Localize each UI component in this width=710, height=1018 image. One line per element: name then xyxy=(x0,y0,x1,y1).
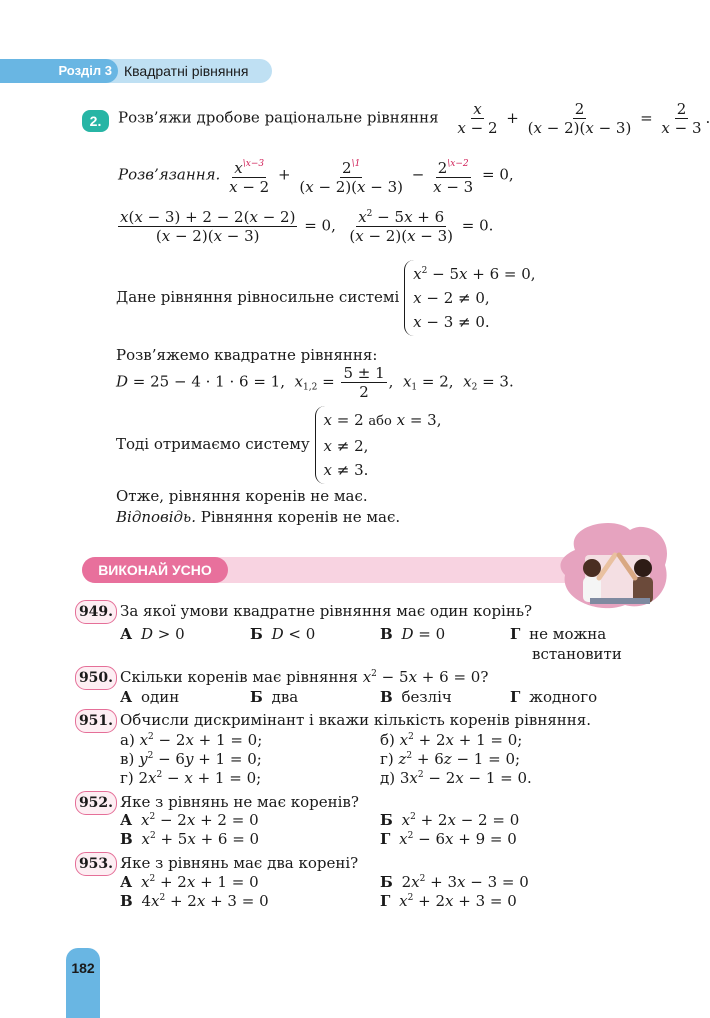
girls-illustration xyxy=(555,520,675,610)
exercise-949-option-b[interactable]: Б D < 0 xyxy=(250,625,316,643)
system-brace: $x^2 - 5x + 6 = 0$, x − 2 ≠ 0, x − 3 ≠ 0. xyxy=(404,260,535,336)
exercise-951-text: Обчисли дискримінант і вкажи кількість коренів рівняння. xyxy=(120,711,592,729)
exercise-949-number: 949. xyxy=(75,600,117,624)
exercise-952-option-c[interactable]: В $x^2 + 5x + 6 = 0$ xyxy=(120,830,260,848)
exercise-950-text: Скільки коренів має рівняння $x^2 - 5x + 6 = 0$? xyxy=(120,668,489,686)
answer-label: Відповідь. xyxy=(116,508,196,526)
exercise-949-text: За якої умови квадратне рівняння має один корінь? xyxy=(120,602,533,620)
exercise-951-a: а) $x^2 - 2x + 1 = 0$; xyxy=(120,731,263,749)
exercise-953-option-d[interactable]: Г $x^2 + 2x + 3 = 0$ xyxy=(380,892,517,910)
solve-intro: Розв’яжемо квадратне рівняння: xyxy=(116,346,378,364)
exercise-951-e: г) $2x^2 - x + 1 = 0$; xyxy=(120,769,262,787)
exercise-949-option-c[interactable]: В D = 0 xyxy=(380,625,446,643)
then-system-brace: x = 2 або x = 3, x ≠ 2, x ≠ 3. xyxy=(315,406,442,484)
exercise-953-option-c[interactable]: В $4x^2 + 2x + 3 = 0$ xyxy=(120,892,269,910)
exercise-953-option-a[interactable]: А $x^2 + 2x + 1 = 0$ xyxy=(120,873,259,891)
exercise-952-option-b[interactable]: Б $x^2 + 2x - 2 = 0$ xyxy=(380,811,520,829)
solution-label: Розв’язання. xyxy=(118,165,221,184)
answer-text: Рівняння коренів не має. xyxy=(200,508,401,526)
chapter-title: Квадратні рівняння xyxy=(124,63,249,79)
then-system-line xyxy=(116,406,441,484)
exercise-951-c: в) $y^2 - 6y + 1 = 0$; xyxy=(120,750,262,768)
exercise-952-option-a[interactable]: А $x^2 - 2x + 2 = 0$ xyxy=(120,811,259,829)
system-intro: Дане рівняння рівносильне системі xyxy=(116,288,400,306)
example-badge: 2. xyxy=(82,110,109,132)
exercise-952-option-d[interactable]: Г $x^2 - 6x + 9 = 0$ xyxy=(380,830,517,848)
exercise-949-option-d[interactable]: Г не можна xyxy=(510,625,607,643)
exercise-951-d: г) $z^2 + 6z - 1 = 0$; xyxy=(380,750,521,768)
exercise-951-f: д) $3x^2 - 2x - 1 = 0$. xyxy=(380,769,532,787)
solution-line-2: $\frac{x(x - 3) + 2 - 2(x - 2)}{(x - 2)(x - 3)}$ = 0, $\frac{x^2 - 5x + 6}{(x - 2)(x - 3)}$ = 0. xyxy=(120,208,494,245)
exercise-952-text: Яке з рівнянь не має коренів? xyxy=(120,793,359,811)
page-number: 182 xyxy=(71,960,95,976)
exercise-950-option-b[interactable]: Б два xyxy=(250,688,299,706)
exercise-953-text: Яке з рівнянь має два корені? xyxy=(120,854,359,872)
exercise-949-option-a[interactable]: А D > 0 xyxy=(120,625,185,643)
exercise-950-option-d[interactable]: Г жодного xyxy=(510,688,598,706)
task-equation: $\frac{x}{x - 2}$ + $\frac{2}{(x - 2)(x - 3)}$ = $\frac{2}{x - 3}$ . xyxy=(457,100,710,137)
exercise-953-option-b[interactable]: Б $2x^2 + 3x - 3 = 0$ xyxy=(380,873,529,891)
oral-title: ВИКОНАЙ УСНО xyxy=(82,557,228,583)
exercise-950-option-a[interactable]: А один xyxy=(120,688,180,706)
exercise-949-option-d-line2: встановити xyxy=(532,645,622,663)
exercise-950-number: 950. xyxy=(75,666,117,690)
page-number-tab xyxy=(66,948,100,1018)
exercise-953-number: 953. xyxy=(75,852,117,876)
chapter-label: Розділ 3 xyxy=(0,59,118,83)
exercise-951-number: 951. xyxy=(75,709,117,733)
solution-line-1: Розв’язання. $\frac{x^{\backslash x-3}}{x - 2}$ + $\frac{2^{\backslash 1}}{(x - 2)(x - 3)}$ − $\frac{2^{\backslash x-2}}{x - 3}$ = 0, xyxy=(118,155,514,196)
discriminant-line: D = 25 − 4 · 1 · 6 = 1, $x_{1,2}$ = $\frac{5 \pm 1}{2}$ , $x_1 = 2$, $x_2 = 3$. xyxy=(116,364,514,401)
exercise-950-option-c[interactable]: В безліч xyxy=(380,688,452,706)
then-system-text: Тоді отримаємо систему xyxy=(116,435,310,453)
answer-line xyxy=(116,508,400,526)
task-text: Розв’яжи дробове раціональне рівняння xyxy=(118,108,439,127)
exercise-951-b: б) $x^2 + 2x + 1 = 0$; xyxy=(380,731,523,749)
exercise-952-number: 952. xyxy=(75,791,117,815)
system-line xyxy=(116,260,536,336)
option-d-text: не можна xyxy=(529,625,607,643)
example-task xyxy=(118,100,710,137)
conclusion: Отже, рівняння коренів не має. xyxy=(116,487,368,505)
